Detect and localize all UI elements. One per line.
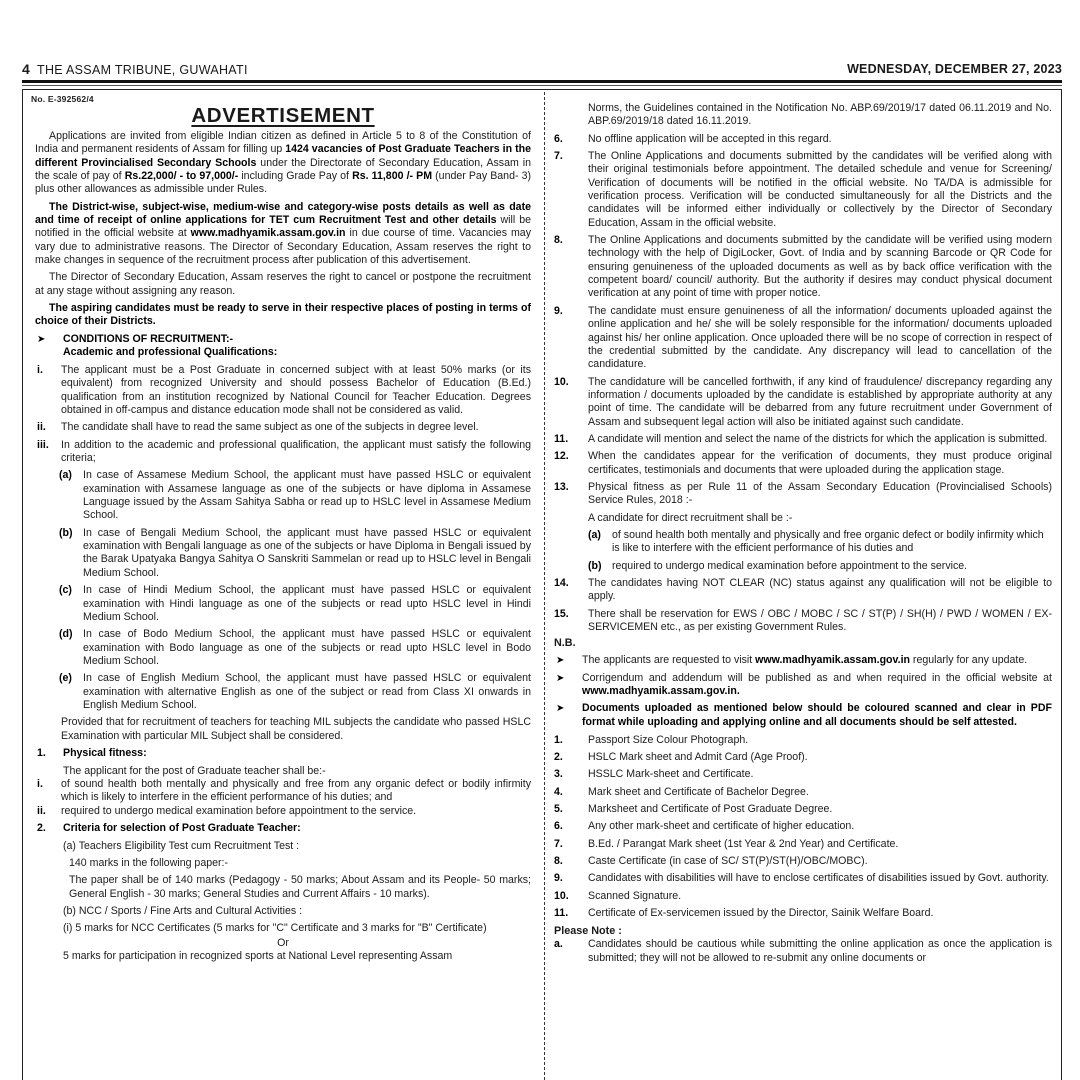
vacancies-highlight: 1424 vacancies of Post Graduate Teachers in the different Provincialised Secondary Schools xyxy=(35,143,531,169)
nb1-tail: regularly for any update. xyxy=(909,654,1028,667)
condition-iii-row xyxy=(35,439,531,466)
item-15-text: There shall be reservation for EWS / OBC / MOBC / SC / ST(P) / SH(H) / PWD / WOMEN / EX-SERVICEMEN etc., as per existing Government Rules. xyxy=(588,607,1052,634)
intro-p1-mid3: (under Pay Band- 3) plus other allowances as admissible under Rules. xyxy=(35,170,532,196)
item-13a-marker: (a) xyxy=(588,528,601,541)
doc-marker: 10. xyxy=(554,889,569,902)
nb-bullet-3-row xyxy=(554,702,1052,729)
list-item xyxy=(554,890,1052,903)
doc-text: Marksheet and Certificate of Post Graduate Degree. xyxy=(588,802,833,815)
list-item xyxy=(554,786,1052,799)
left-column xyxy=(27,90,541,1080)
intro-p1-mid2: including Grade Pay of xyxy=(238,170,353,183)
item-9-marker: 9. xyxy=(554,304,563,317)
item-10-text: The candidature will be cancelled forthwith, if any kind of fraudulence/ discrepancy regarding any information / documents uploaded by the candidate is established by appropriate authority at any point of time. The candidate will be debarred from any future recruitment under Government of Assam and subsequent legal action will also be initiated against such candidate. xyxy=(588,375,1052,428)
pay-scale-highlight: Rs.22,000/ - to 97,000/- xyxy=(124,170,239,183)
intro-p2-mid1: will be notified in the official website at xyxy=(35,214,532,240)
doc-text: B.Ed. / Parangat Mark sheet (1st Year & 2nd Year) and Certificate. xyxy=(588,837,899,850)
criteria-e-marker: (e) xyxy=(59,672,72,685)
grade-pay-highlight: Rs. 11,800 /- PM xyxy=(352,170,433,183)
item-6-row xyxy=(554,133,1052,146)
newspaper-title: THE ASSAM TRIBUNE, GUWAHATI xyxy=(37,63,248,77)
condition-i-row xyxy=(35,364,531,417)
masthead-left xyxy=(22,61,248,77)
column-divider xyxy=(544,92,545,1080)
fitness-ii-marker: ii. xyxy=(37,804,46,817)
bullet-arrow-icon: ➤ xyxy=(556,703,565,715)
list-item xyxy=(554,803,1052,816)
doc-marker: 4. xyxy=(554,785,563,798)
criteria-e-text: In case of English Medium School, the applicant must have passed HSLC or equivalent examination with alternative English as one of the subject or read from Class XI onwards in English Medium School. xyxy=(83,672,531,711)
provided-clause-text: Provided that for recruitment of teachers for teaching MIL subjects the candidate who passed HSLC Examination with particular MIL Subject shall be considered. xyxy=(61,716,531,742)
physical-fitness-lead-row xyxy=(35,765,531,778)
item-13-row xyxy=(554,481,1052,508)
item-13-lead-row xyxy=(554,512,1052,525)
list-item xyxy=(554,838,1052,851)
reference-number: No. E-392562/4 xyxy=(31,94,94,104)
list-item xyxy=(554,820,1052,833)
intro-p2-mid2: in due course of time. Vacancies may vary due to administrative reasons. The Director of Secondary Education, Assam reserves the right to make changes in sequence of the recruitment process after publication of this advertisement. xyxy=(35,227,531,267)
note-a-marker: a. xyxy=(554,938,563,951)
fitness-i-text: of sound health both mentally and physically and free from any organic defect or bodily infirmity which is likely to interfere in the efficient performance of his duties; and xyxy=(61,777,531,804)
intro-p1-mid1: under the Directorate of Secondary Education, Assam in the scale of pay of xyxy=(35,156,531,183)
please-note-heading: Please Note : xyxy=(554,925,622,938)
masthead-rule-thin xyxy=(22,85,1062,86)
criteria-b-text: In case of Bengali Medium School, the applicant must have passed HSLC or equivalent examination with Bengali language as one of the subjects or have Diploma in Bengali issued by the Barak Upatyaka Bangya Sahitya O Sanskriti Sammelan or read up to HSLC level in Bengali Medium School. xyxy=(83,526,531,579)
doc-marker: 6. xyxy=(554,820,563,833)
fitness-i-row xyxy=(35,778,531,805)
item-2-marker: 2. xyxy=(37,821,46,834)
item-7-marker: 7. xyxy=(554,150,563,163)
item-13-marker: 13. xyxy=(554,480,569,493)
condition-iii-marker: iii. xyxy=(37,438,49,451)
bullet-arrow-icon: ➤ xyxy=(556,655,565,667)
doc-text: Caste Certificate (in case of SC/ ST(P)/ST(H)/OBC/MOBC). xyxy=(588,855,868,867)
website-link-2[interactable]: www.madhyamik.assam.gov.in xyxy=(755,654,910,667)
ncc-certificate-row xyxy=(35,922,531,935)
physical-fitness-heading-row xyxy=(35,747,531,761)
tet-row xyxy=(35,840,531,853)
item-13a-text: of sound health both mentally and physically and free organic defect or bodily infirmity which is like to interfere with the efficient performance of his duties and xyxy=(612,528,1044,555)
item-14-row xyxy=(554,577,1052,604)
advertisement-box xyxy=(22,89,1062,1080)
tet-paper-row xyxy=(35,874,531,901)
tet-label: Teachers Eligibility Test cum Recruitment Test : xyxy=(78,839,300,852)
provided-clause-row xyxy=(35,716,531,743)
tet-marker: (a) xyxy=(63,839,76,852)
list-item xyxy=(554,907,1052,920)
intro-paragraph-4 xyxy=(35,302,531,329)
item-11-marker: 11. xyxy=(554,432,569,445)
item-13a-row xyxy=(588,529,1052,556)
condition-ii-marker: ii. xyxy=(37,421,46,434)
qualifications-subheading-row xyxy=(35,346,531,360)
tet-marks-row xyxy=(35,857,531,870)
item-6-marker: 6. xyxy=(554,132,563,145)
intro-paragraph-2 xyxy=(35,201,531,268)
doc-marker: 7. xyxy=(554,837,563,850)
item-15-marker: 15. xyxy=(554,607,569,620)
item-13b-row xyxy=(588,560,1052,573)
selection-criteria-heading-row xyxy=(35,822,531,836)
criteria-d-text: In case of Bodo Medium School, the applicant must have passed HSLC or equivalent examination with Bodo language as one of the subjects or read upto HSLC level in Bodo Medium School. xyxy=(83,628,531,667)
criteria-b-marker: (b) xyxy=(59,526,73,539)
doc-text: Any other mark-sheet and certificate of higher education. xyxy=(588,820,855,833)
item-9-row xyxy=(554,305,1052,372)
list-item xyxy=(554,768,1052,781)
nb2-lead: Corrigendum and addendum will be published as and when required in the official website at xyxy=(582,671,1052,684)
website-link-1[interactable]: www.madhyamik.assam.gov.in xyxy=(190,227,346,240)
list-item xyxy=(554,855,1052,868)
item-10-marker: 10. xyxy=(554,375,569,388)
nb-bullet-2-text xyxy=(582,672,1052,699)
item-13b-marker: (b) xyxy=(588,559,602,572)
nb-bullet-3-text: Documents uploaded as mentioned below should be coloured scanned and clear in PDF format while uploading and applying online and all documents should be self attested. xyxy=(582,702,1052,728)
criteria-e-row xyxy=(59,672,531,712)
publication-date: WEDNESDAY, DECEMBER 27, 2023 xyxy=(847,62,1062,76)
ncc-label: NCC / Sports / Fine Arts and Cultural Activities : xyxy=(78,904,303,917)
continued-norms-row xyxy=(554,102,1052,129)
item-12-row xyxy=(554,450,1052,477)
note-a-text: Candidates should be cautious while submitting the online application as once the application is submitted; they will not be allowed to re-submit any online documents or xyxy=(588,938,1052,964)
intro-paragraph-3: The Director of Secondary Education, Assam reserves the right to cancel or postpone the recruitment at any stage without assigning any reason. xyxy=(35,271,531,297)
tet-text xyxy=(63,840,531,853)
page-number: 4 xyxy=(22,61,31,77)
criteria-b-row xyxy=(59,527,531,580)
conditions-heading: CONDITIONS OF RECRUITMENT:- xyxy=(63,332,234,345)
item-8-row xyxy=(554,234,1052,301)
item-1-marker: 1. xyxy=(37,746,46,759)
item-11-row xyxy=(554,433,1052,446)
intro-paragraph-1 xyxy=(35,130,531,197)
doc-text: Candidates with disabilities will have to enclose certificates of disabilities issued by Govt. authority. xyxy=(588,872,1049,885)
criteria-a-marker: (a) xyxy=(59,469,72,482)
masthead xyxy=(22,58,1062,80)
item-15-row xyxy=(554,608,1052,635)
website-link-3[interactable]: www.madhyamik.assam.gov.in. xyxy=(582,685,740,698)
nb-bullet-1-text xyxy=(582,654,1052,667)
criteria-a-text: In case of Assamese Medium School, the applicant must have passed HSLC or equivalent examination with Assamese language as one of the subjects or have diploma in Assamese Language issued by the Assam Sahitya Sabha or read up to HSLC level in Assamese Medium School. xyxy=(83,469,531,522)
selection-criteria-heading: Criteria for selection of Post Graduate Teacher: xyxy=(63,821,301,834)
ncc-sports-text xyxy=(63,905,531,918)
details-highlight: The District-wise, subject-wise, medium-wise and category-wise posts details as well as date and time of receipt of online applications for TET cum Recruitment Test and other details xyxy=(35,200,531,227)
doc-marker: 3. xyxy=(554,768,563,781)
ncc-marker: (b) xyxy=(63,904,76,917)
ncc-i-marker: (i) xyxy=(63,922,73,935)
item-10-row xyxy=(554,376,1052,429)
criteria-d-row xyxy=(59,628,531,668)
sports-alt-row xyxy=(35,950,531,963)
doc-marker: 1. xyxy=(554,733,563,746)
item-6-text: No offline application will be accepted in this regard. xyxy=(588,132,832,145)
item-9-text: The candidate must ensure genuineness of all the information/ documents uploaded against the online application and he/ she will be solely responsible for the information/ documents uploaded against his/ her online application. Once uploaded there will be no scope of correction in respect of the credential submitted by the candidate. Any discrepancy will lead to cancellation of the candidature. xyxy=(588,304,1052,371)
condition-i-text: The applicant must be a Post Graduate in concerned subject with at least 50% marks (or its equivalent) from recognized University and should possess Bachelor of Education (B.Ed.) qualification from an institution recognized by National Council for Teacher Education. Degrees obtained in off-campus and distance education mode shall not be considered as valid. xyxy=(61,364,531,417)
ncc-i-label: 5 marks for NCC Certificates (5 marks for "C" Certificate and 3 marks for "B" Certificate) xyxy=(75,922,487,935)
criteria-c-text: In case of Hindi Medium School, the applicant must have passed HSLC or equivalent examination with Hindi language as one of the subjects or read upto HSLC level in Hindi Medium School. xyxy=(83,584,531,623)
item-11-text: A candidate will mention and select the name of the districts for which the application is submitted. xyxy=(588,432,1048,445)
doc-marker: 5. xyxy=(554,802,563,815)
criteria-c-marker: (c) xyxy=(59,584,72,597)
note-a-row xyxy=(554,938,1052,965)
doc-text: Mark sheet and Certificate of Bachelor Degree. xyxy=(588,785,809,798)
list-item xyxy=(554,751,1052,764)
list-item xyxy=(554,872,1052,885)
item-7-text: The Online Applications and documents submitted by the candidates will be verified along with their original testimonials before appointment. The detailed schedule and venue for Screening/ Verification of documents will be notified in the official website. No TA/DA is admissible for verification process. Verification will be conducted simultaneously for all the Districts and the candidates will be informed either individually or collectively by the Director of Secondary Education, Assam in the official website. xyxy=(588,150,1052,229)
doc-text: Scanned Signature. xyxy=(588,889,682,902)
doc-marker: 9. xyxy=(554,872,563,885)
tet-marks-line: 140 marks in the following paper:- xyxy=(69,856,228,869)
doc-text: HSSLC Mark-sheet and Certificate. xyxy=(588,768,754,781)
conditions-heading-row xyxy=(35,333,531,347)
doc-text: HSLC Mark sheet and Admit Card (Age Proof). xyxy=(588,750,808,763)
item-13-text: Physical fitness as per Rule 11 of the Assam Secondary Education (Provincialised Schools) Service Rules, 2018 :- xyxy=(588,480,1052,507)
or-separator: Or xyxy=(277,936,289,949)
item-12-marker: 12. xyxy=(554,450,569,463)
item-8-text: The Online Applications and documents submitted by the candidate will be verified using modern technology with the help of DigiLocker, Govt. of India and by scanning Barcode or QR Code for ensuring genuineness of the uploaded documents as well as by back office verification with the competent board/ council/ authority. But the authority if desires may conduct physical document verification at any point of time with proper notice. xyxy=(588,234,1052,300)
nb-bullet-2-row xyxy=(554,672,1052,699)
fitness-ii-row xyxy=(35,805,531,818)
physical-fitness-lead: The applicant for the post of Graduate teacher shall be:- xyxy=(63,764,326,777)
advertisement-title: ADVERTISEMENT xyxy=(191,104,375,127)
list-item xyxy=(554,734,1052,747)
aspiring-candidates-note: The aspiring candidates must be ready to serve in their respective places of posting in terms of choice of their Districts. xyxy=(35,302,531,328)
sports-alt-text: 5 marks for participation in recognized sports at National Level representing Assam xyxy=(63,949,453,962)
item-8-marker: 8. xyxy=(554,234,563,247)
documents-list xyxy=(554,734,1052,921)
bullet-arrow-icon: ➤ xyxy=(556,672,565,684)
masthead-rule-thick xyxy=(22,80,1062,83)
item-13-lead-text: A candidate for direct recruitment shall be :- xyxy=(588,511,793,524)
condition-iii-text: In addition to the academic and professional qualification, the applicant must satisfy the following criteria; xyxy=(61,438,531,465)
condition-i-marker: i. xyxy=(37,364,43,376)
nb1-lead: The applicants are requested to visit xyxy=(582,654,756,667)
bullet-arrow-icon: ➤ xyxy=(37,333,46,345)
item-13b-text: required to undergo medical examination before appointment to the service. xyxy=(612,559,968,572)
right-column xyxy=(550,90,1060,1080)
item-7-row xyxy=(554,150,1052,230)
doc-text: Certificate of Ex-servicemen issued by the Director, Sainik Welfare Board. xyxy=(588,907,934,920)
ncc-sports-row xyxy=(35,905,531,918)
criteria-a-row xyxy=(59,469,531,522)
doc-text: Passport Size Colour Photograph. xyxy=(588,733,749,746)
intro-p1-text: Applications are invited from eligible Indian citizen as defined in Article 5 to 8 of the Constitution of India and permanent residents of Assam for filling up xyxy=(35,130,531,156)
fitness-i-marker: i. xyxy=(37,777,43,790)
criteria-c-row xyxy=(59,584,531,624)
item-14-marker: 14. xyxy=(554,577,569,589)
ncc-certificate-text xyxy=(63,922,531,935)
qualifications-subheading: Academic and professional Qualifications: xyxy=(63,346,278,359)
item-14-text: The candidates having NOT CLEAR (NC) status against any qualification will not be eligible to apply. xyxy=(588,577,1052,603)
doc-marker: 11. xyxy=(554,907,569,920)
continued-norms-text: Norms, the Guidelines contained in the Notification No. ABP.69/2019/17 dated 06.11.2019 and No. ABP.69/2019/18 dated 16.11.2019. xyxy=(588,102,1052,128)
fitness-ii-text: required to undergo medical examination before appointment to the service. xyxy=(61,804,417,817)
physical-fitness-heading: Physical fitness: xyxy=(63,746,147,759)
condition-ii-text: The candidate shall have to read the same subject as one of the subjects in degree level. xyxy=(61,421,479,434)
item-12-text: When the candidates appear for the verification of documents, they must produce original certificates, testimonials and documents that were uploaded during the application stage. xyxy=(588,450,1052,476)
tet-paper-breakdown: The paper shall be of 140 marks (Pedagogy - 50 marks; About Assam and its People- 50 marks; General English - 30 marks; General Studies and Current Affairs - 10 marks). xyxy=(69,874,531,900)
doc-marker: 8. xyxy=(554,855,563,867)
nb-bullet-1-row xyxy=(554,654,1052,667)
nb-heading: N.B. xyxy=(554,637,576,650)
criteria-d-marker: (d) xyxy=(59,628,73,641)
doc-marker: 2. xyxy=(554,750,563,763)
condition-ii-row xyxy=(35,421,531,434)
